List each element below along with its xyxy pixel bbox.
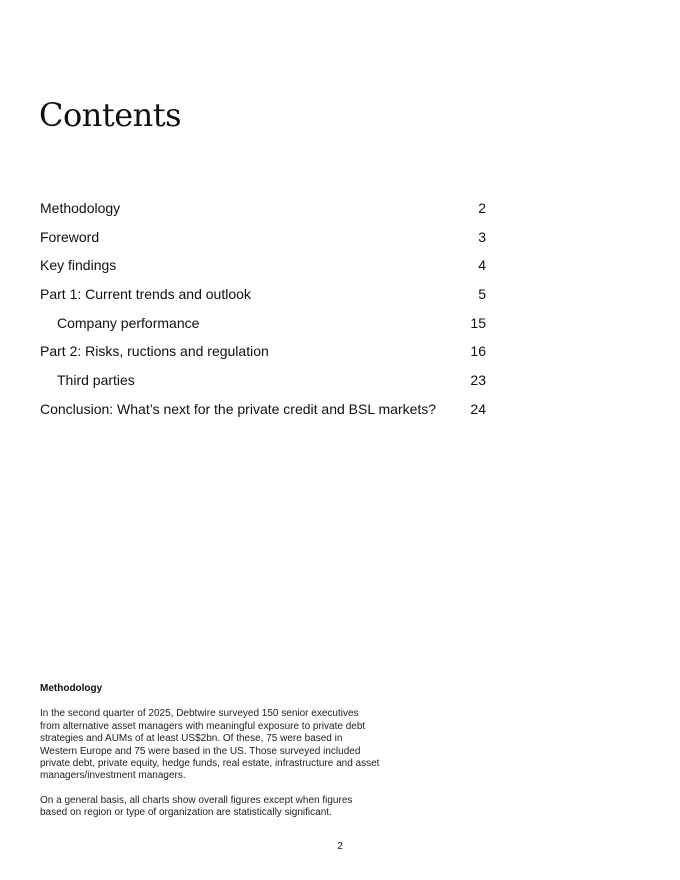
toc-entry-label: Third parties (57, 372, 135, 389)
toc-entry-page-number: 15 (470, 314, 486, 331)
toc-entry-label: Conclusion: What’s next for the private credit and BSL markets? (40, 400, 437, 417)
page-title: Contents (39, 96, 182, 134)
toc-entry-part-1[interactable] (40, 286, 486, 315)
toc-entry-label: Foreword (40, 228, 100, 245)
toc-entry-page-number: 16 (470, 343, 486, 360)
methodology-paragraph: In the second quarter of 2025, Debtwire surveyed 150 senior executives from alternative asset managers with meaningful exposure to private debt strategies and AUMs of at least US$2bn. Of these, 75 were based in Western Europe and 75 were based in the US. Those surveyed included private debt, private equity, hedge funds, real estate, infrastructure and asset managers/investment managers. (40, 708, 380, 782)
toc-entry-label: Methodology (40, 200, 121, 216)
toc-entry-label: Key findings (40, 257, 117, 274)
methodology-heading: Methodology (40, 683, 103, 694)
toc-entry-page-number: 23 (470, 372, 486, 389)
toc-entry-third-parties[interactable] (40, 372, 486, 401)
toc-entry-page-number: 4 (478, 257, 486, 274)
page-number: 2 (337, 841, 343, 852)
table-of-contents (40, 200, 486, 430)
toc-entry-label: Company performance (57, 314, 200, 331)
toc-entry-methodology[interactable] (40, 200, 486, 229)
toc-entry-conclusion[interactable] (40, 401, 486, 430)
methodology-section (40, 683, 380, 832)
toc-entry-page-number: 24 (470, 400, 486, 417)
toc-entry-page-number: 3 (478, 228, 486, 245)
toc-entry-foreword[interactable] (40, 229, 486, 258)
toc-entry-page-number: 2 (478, 200, 486, 216)
toc-entry-company-performance[interactable] (40, 315, 486, 344)
toc-entry-page-number: 5 (478, 286, 486, 303)
methodology-paragraph: On a general basis, all charts show overall figures except when figures based on region or type of organization are statistically significant. (40, 794, 353, 819)
toc-entry-part-2[interactable] (40, 343, 486, 372)
toc-entry-label: Part 1: Current trends and outlook (40, 286, 251, 303)
toc-entry-label: Part 2: Risks, ructions and regulation (40, 343, 269, 360)
toc-entry-key-findings[interactable] (40, 257, 486, 286)
